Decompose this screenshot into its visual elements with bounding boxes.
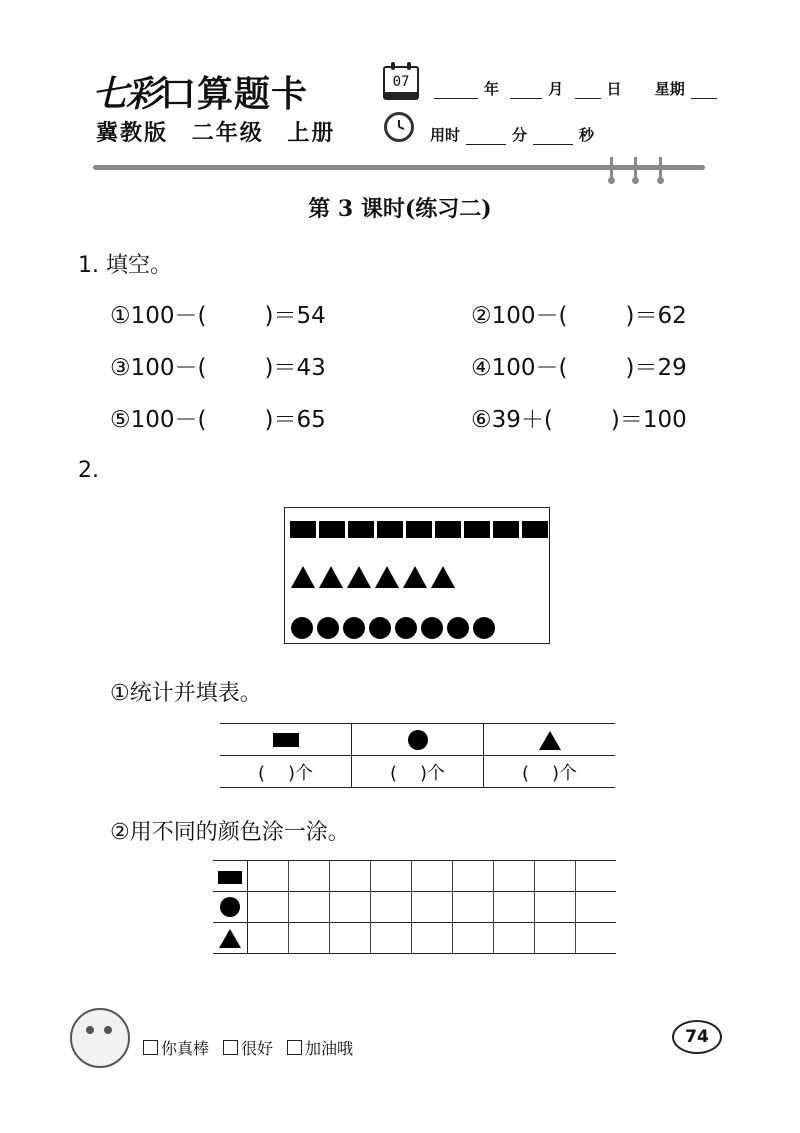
- square-shape: [290, 521, 316, 538]
- date-fields: [428, 78, 723, 99]
- equation-3: [110, 349, 326, 382]
- equation-3-right: )＝43: [264, 355, 326, 381]
- grid-cell[interactable]: [453, 923, 494, 954]
- grid-cell[interactable]: [576, 861, 617, 892]
- checkbox-icon[interactable]: [223, 1040, 238, 1055]
- row-head-rectangle: [213, 861, 248, 892]
- brand-lead: 七彩: [92, 73, 161, 115]
- equation-5-right: )＝65: [264, 407, 326, 433]
- weekday-label: 星期: [654, 80, 685, 98]
- grid-row-circle: [213, 892, 616, 923]
- equation-2-left: ②100－(: [471, 303, 568, 329]
- header-rectangle: [220, 724, 352, 756]
- subquestion-1-label: ①统计并填表。: [110, 681, 262, 706]
- day-blank[interactable]: [575, 84, 601, 99]
- grid-cell[interactable]: [494, 861, 535, 892]
- binder-ring-icon: [634, 157, 637, 181]
- year-blank[interactable]: [434, 84, 478, 99]
- triangle-row: [291, 566, 455, 588]
- rectangle-icon: [218, 871, 242, 884]
- header-circle: [352, 724, 484, 756]
- circle-row: [291, 617, 495, 639]
- rating-option-1[interactable]: [143, 1036, 209, 1059]
- grid-row-rectangle: [213, 861, 616, 892]
- square-shape: [377, 521, 403, 538]
- question-2-label: 2.: [78, 458, 99, 483]
- grid-cell[interactable]: [453, 861, 494, 892]
- grid-cell[interactable]: [248, 861, 289, 892]
- checkbox-icon[interactable]: [287, 1040, 302, 1055]
- grid-cell[interactable]: [330, 923, 371, 954]
- equation-6-right: )＝100: [610, 407, 687, 433]
- square-shape: [319, 521, 345, 538]
- grid-cell[interactable]: [535, 923, 576, 954]
- header-triangle: [484, 724, 616, 756]
- equation-1-right: )＝54: [264, 303, 326, 329]
- self-rating: [143, 1036, 353, 1059]
- time-fields: [430, 124, 594, 145]
- checkbox-icon[interactable]: [143, 1040, 158, 1055]
- rating-option-3[interactable]: [287, 1036, 353, 1059]
- triangle-icon: [539, 731, 561, 750]
- rating-label: 你真棒: [161, 1039, 210, 1058]
- circle-shape: [369, 617, 391, 639]
- mascot-icon: [70, 1008, 130, 1068]
- grid-row-triangle: [213, 923, 616, 954]
- square-shape: [406, 521, 432, 538]
- circle-shape: [473, 617, 495, 639]
- triangle-shape: [431, 566, 455, 588]
- equation-6-left: ⑥39＋(: [471, 407, 553, 433]
- square-shape: [493, 521, 519, 538]
- grid-cell[interactable]: [453, 892, 494, 923]
- subquestion-2-label: ②用不同的颜色涂一涂。: [110, 820, 350, 845]
- time-prefix: 用时: [430, 126, 461, 144]
- brand-rest: 口算题卡: [160, 73, 309, 115]
- triangle-icon: [219, 929, 241, 948]
- grid-cell[interactable]: [412, 861, 453, 892]
- month-blank[interactable]: [510, 84, 542, 99]
- lesson-title: 第 3 课时(练习二): [308, 196, 492, 222]
- grid-cell[interactable]: [289, 892, 330, 923]
- square-shape: [348, 521, 374, 538]
- circle-shape: [447, 617, 469, 639]
- grid-cell[interactable]: [412, 923, 453, 954]
- grid-cell[interactable]: [494, 892, 535, 923]
- circle-icon: [408, 730, 428, 750]
- edition-volume: 上册: [287, 121, 336, 146]
- equation-3-left: ③100－(: [110, 355, 207, 381]
- page-number: 74: [672, 1020, 722, 1054]
- statistics-table: [220, 723, 615, 788]
- triangle-shape: [291, 566, 315, 588]
- question-1-label: 1. 填空。: [78, 253, 172, 278]
- calendar-number: 07: [392, 74, 410, 90]
- count-cell-text: ( )个: [390, 762, 445, 784]
- square-row: [290, 521, 548, 538]
- grid-cell[interactable]: [371, 892, 412, 923]
- day-label: 日: [606, 80, 622, 98]
- square-shape: [464, 521, 490, 538]
- grid-cell[interactable]: [330, 861, 371, 892]
- edition-info: [96, 116, 349, 147]
- count-cell-text: ( )个: [522, 762, 577, 784]
- count-cell-rectangle[interactable]: [220, 756, 352, 788]
- square-shape: [435, 521, 461, 538]
- equation-5: [110, 401, 326, 434]
- equation-4: [471, 349, 687, 382]
- minute-label: 分: [512, 126, 528, 144]
- rating-option-2[interactable]: [223, 1036, 273, 1059]
- equation-6: [471, 401, 687, 434]
- weekday-blank[interactable]: [691, 84, 717, 99]
- count-cell-circle[interactable]: [352, 756, 484, 788]
- coloring-grid: [213, 860, 616, 954]
- count-cell-text: ( )个: [258, 762, 313, 784]
- grid-cell[interactable]: [576, 892, 617, 923]
- brand-title: [92, 66, 308, 117]
- calendar-icon: [383, 66, 419, 100]
- rating-label: 加油哦: [305, 1039, 354, 1058]
- shapes-picture: [284, 507, 550, 644]
- count-cell-triangle[interactable]: [484, 756, 616, 788]
- edition-grade: 二年级: [191, 121, 264, 146]
- header-divider: [93, 165, 705, 170]
- triangle-shape: [403, 566, 427, 588]
- equation-2: [471, 297, 687, 330]
- rectangle-icon: [273, 733, 299, 747]
- circle-shape: [421, 617, 443, 639]
- equation-5-left: ⑤100－(: [110, 407, 207, 433]
- grid-cell[interactable]: [248, 892, 289, 923]
- equation-2-right: )＝62: [625, 303, 687, 329]
- circle-shape: [395, 617, 417, 639]
- minute-blank[interactable]: [466, 130, 506, 145]
- edition-publisher: 冀教版: [96, 121, 169, 146]
- grid-cell[interactable]: [289, 923, 330, 954]
- triangle-shape: [319, 566, 343, 588]
- grid-cell[interactable]: [412, 892, 453, 923]
- row-head-triangle: [213, 923, 248, 954]
- circle-shape: [343, 617, 365, 639]
- grid-cell[interactable]: [535, 861, 576, 892]
- binder-ring-icon: [610, 157, 613, 181]
- row-head-circle: [213, 892, 248, 923]
- second-blank[interactable]: [533, 130, 573, 145]
- grid-cell[interactable]: [494, 923, 535, 954]
- year-label: 年: [484, 80, 500, 98]
- binder-ring-icon: [659, 157, 662, 181]
- clock-icon: [384, 112, 414, 142]
- square-shape: [522, 521, 548, 538]
- circle-shape: [317, 617, 339, 639]
- grid-cell[interactable]: [576, 923, 617, 954]
- equation-1: [110, 297, 326, 330]
- triangle-shape: [347, 566, 371, 588]
- grid-cell[interactable]: [330, 892, 371, 923]
- circle-icon: [220, 897, 240, 917]
- equation-1-left: ①100－(: [110, 303, 207, 329]
- grid-cell[interactable]: [535, 892, 576, 923]
- grid-cell[interactable]: [371, 861, 412, 892]
- triangle-shape: [375, 566, 399, 588]
- grid-cell[interactable]: [248, 923, 289, 954]
- grid-cell[interactable]: [371, 923, 412, 954]
- month-label: 月: [548, 80, 564, 98]
- rating-label: 很好: [241, 1039, 274, 1058]
- second-label: 秒: [579, 126, 595, 144]
- grid-cell[interactable]: [289, 861, 330, 892]
- equation-4-left: ④100－(: [471, 355, 568, 381]
- circle-shape: [291, 617, 313, 639]
- equation-4-right: )＝29: [625, 355, 687, 381]
